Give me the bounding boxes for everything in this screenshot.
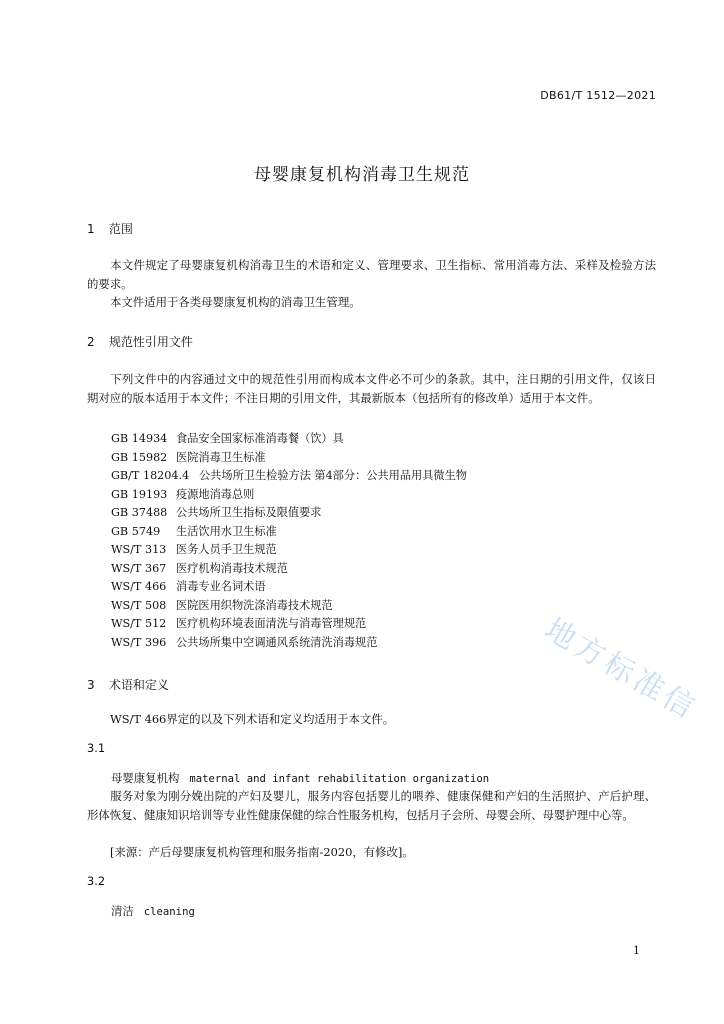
reference-item xyxy=(111,504,467,523)
reference-list xyxy=(111,430,467,652)
reference-name: 疫源地消毒总则 xyxy=(176,487,255,501)
reference-code: GB 15982 xyxy=(111,450,168,464)
page-number: 1 xyxy=(633,944,640,957)
reference-item xyxy=(111,523,467,542)
section-heading-2 xyxy=(87,333,193,350)
reference-code: WS/T 466 xyxy=(111,580,167,593)
reference-item xyxy=(111,430,467,449)
reference-code: GB 14934 xyxy=(111,432,168,445)
reference-name: 医疗机构环境表面清洗与消毒管理规范 xyxy=(176,617,367,630)
term-3-1-definition xyxy=(87,787,656,824)
section-title: 术语和定义 xyxy=(108,678,169,692)
scope-text-1: 本文件规定了母婴康复机构消毒卫生的术语和定义、管理要求、卫生指标、常用消毒方法、采样及检验方法的要求。 xyxy=(87,258,656,291)
term-3-1-source xyxy=(87,843,656,862)
reference-item xyxy=(111,486,467,505)
norm-refs-intro xyxy=(87,370,656,407)
reference-name: 医务人员手卫生规范 xyxy=(176,543,277,556)
reference-code: GB 37488 xyxy=(111,506,168,519)
watermark: 地方标准信 xyxy=(538,611,704,728)
reference-item xyxy=(111,634,467,653)
section-number: 1 xyxy=(87,222,95,236)
section-title: 范围 xyxy=(108,222,133,236)
reference-name: 医院医用织物洗涤消毒技术规范 xyxy=(176,598,333,612)
reference-item xyxy=(111,541,467,560)
term-3-2-heading xyxy=(111,903,195,919)
reference-code: GB/T 18204.4 xyxy=(111,469,190,482)
reference-name: 生活饮用水卫生标准 xyxy=(176,524,277,538)
term-zh: 清洁 xyxy=(111,904,134,918)
terms-intro-text: WS/T 466界定的以及下列术语和定义均适用于本文件。 xyxy=(110,712,395,726)
section-number: 3 xyxy=(87,678,95,692)
reference-code: WS/T 396 xyxy=(111,635,167,649)
terms-intro xyxy=(87,710,656,729)
section-title: 规范性引用文件 xyxy=(108,335,193,349)
term-definition-text: 服务对象为刚分娩出院的产妇及婴儿，服务内容包括婴儿的喂养、健康保健和产妇的生活照护、产后护理、形体恢复、健康知识培训等专业性健康保健的综合性服务机构，包括月子会所、母婴会所、母婴护理中心等。 xyxy=(87,789,656,822)
term-en: cleaning xyxy=(143,906,195,918)
reference-name: 食品安全国家标准消毒餐（饮）具 xyxy=(176,432,344,445)
reference-code: WS/T 367 xyxy=(111,561,167,575)
scope-paragraph-2 xyxy=(87,293,656,312)
term-3-1-heading xyxy=(111,770,489,786)
term-en: maternal and infant rehabilitation organization xyxy=(189,773,490,785)
reference-code: GB 5749 xyxy=(111,524,161,538)
term-zh: 母婴康复机构 xyxy=(111,771,180,785)
reference-code: WS/T 313 xyxy=(111,543,167,556)
reference-item xyxy=(111,597,467,616)
reference-code: GB 19193 xyxy=(111,487,168,501)
scope-text-2: 本文件适用于各类母婴康复机构的消毒卫生管理。 xyxy=(110,295,361,309)
reference-code: WS/T 508 xyxy=(111,598,167,612)
term-number-3-2: 3.2 xyxy=(87,874,106,888)
reference-item xyxy=(111,449,467,468)
reference-item xyxy=(111,467,467,486)
reference-item xyxy=(111,615,467,634)
reference-name: 公共场所卫生检验方法 第4部分：公共用品用具微生物 xyxy=(199,469,467,482)
reference-name: 医疗机构消毒技术规范 xyxy=(176,561,288,575)
reference-name: 消毒专业名词术语 xyxy=(176,580,266,593)
term-number-3-1: 3.1 xyxy=(87,741,106,755)
document-title: 母婴康复机构消毒卫生规范 xyxy=(254,165,470,185)
section-heading-1 xyxy=(87,220,133,237)
reference-item xyxy=(111,560,467,579)
term-source-text: [来源：产后母婴康复机构管理和服务指南-2020，有修改]。 xyxy=(110,845,414,859)
reference-code: WS/T 512 xyxy=(111,617,167,630)
section-heading-3 xyxy=(87,676,169,693)
norm-refs-intro-text: 下列文件中的内容通过文中的规范性引用而构成本文件必不可少的条款。其中，注日期的引用文件，仅该日期对应的版本适用于本文件；不注日期的引用文件，其最新版本（包括所有的修改单）适用于本文件。 xyxy=(87,372,656,405)
reference-name: 医院消毒卫生标准 xyxy=(176,450,266,464)
reference-name: 公共场所卫生指标及限值要求 xyxy=(176,506,322,519)
document-number: DB61/T 1512—2021 xyxy=(540,89,656,102)
reference-item xyxy=(111,578,467,597)
reference-name: 公共场所集中空调通风系统清洗消毒规范 xyxy=(176,635,378,649)
scope-paragraph-1 xyxy=(87,256,656,293)
section-number: 2 xyxy=(87,335,95,349)
